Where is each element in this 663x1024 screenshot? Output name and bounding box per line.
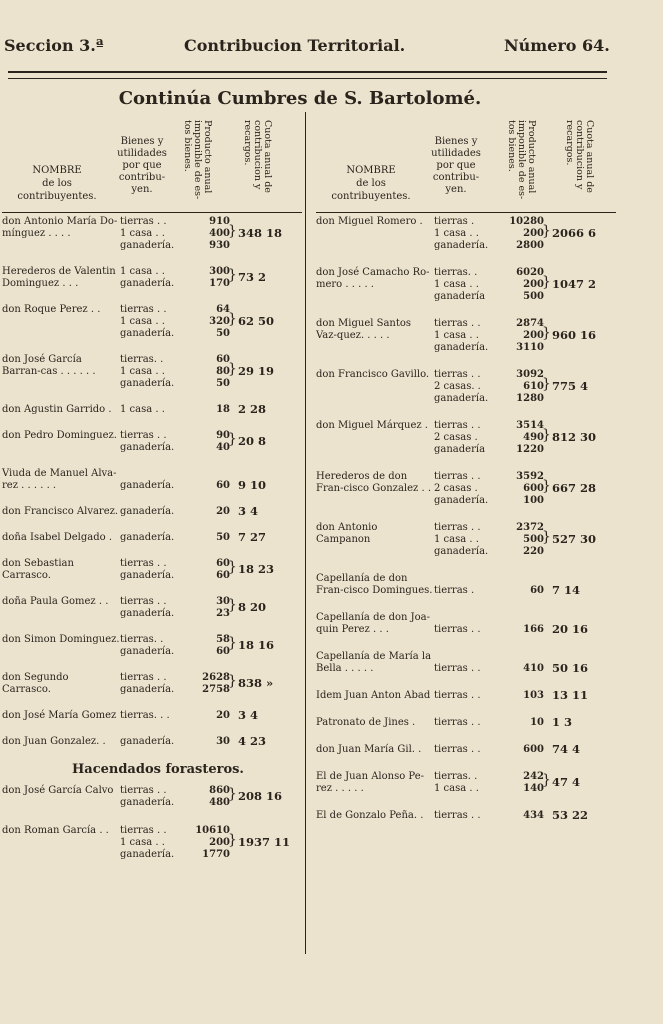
- asset-label: 1 casa . .: [434, 279, 479, 290]
- asset-value: 2628: [202, 672, 230, 683]
- asset-label: tierras . .: [434, 624, 481, 635]
- asset-value: 320: [209, 316, 230, 327]
- asset-label: 1 casa . .: [120, 366, 165, 377]
- asset-label: 2 casas .: [434, 432, 478, 443]
- asset-value: 410: [523, 663, 544, 674]
- tax-amount: 18 16: [238, 638, 275, 652]
- asset-label: ganadería.: [434, 240, 489, 251]
- asset-label: tierras . .: [434, 369, 481, 380]
- tax-amount: 527 30: [552, 532, 597, 546]
- tax-amount: 47 4: [552, 775, 581, 789]
- ledger-entry: [316, 267, 616, 303]
- asset-label: ganadería.: [120, 480, 175, 491]
- tax-amount: 2 28: [238, 402, 267, 416]
- asset-label: ganadería.: [120, 328, 175, 339]
- tax-amount: 1 3: [552, 715, 573, 729]
- contributor-name: Herederos de Valentin Dominguez . . .: [2, 266, 116, 289]
- ledger-entry: [316, 771, 616, 795]
- asset-label: tierras . .: [120, 596, 167, 607]
- asset-value: 3110: [516, 342, 544, 353]
- asset-label: ganadería.: [120, 378, 175, 389]
- tax-amount: 62 50: [238, 314, 275, 328]
- ledger-entry: [2, 558, 302, 582]
- contributor-name: Idem Juan Anton Abad: [316, 690, 431, 701]
- asset-value: 3592: [516, 471, 544, 482]
- asset-value: 50: [216, 378, 230, 389]
- asset-label: tierras. . .: [120, 710, 170, 721]
- asset-value: 60: [530, 585, 544, 596]
- asset-value: 300: [209, 266, 230, 277]
- asset-label: 1 casa . .: [120, 837, 165, 848]
- ledger-entry: [316, 216, 616, 252]
- contributor-name: don Antonio Campanon: [316, 522, 378, 545]
- asset-value: 58: [216, 634, 230, 645]
- asset-value: 10280: [509, 216, 544, 227]
- asset-label: tierras .: [434, 216, 475, 227]
- asset-value: 242: [523, 771, 544, 782]
- contributor-name: don Sebastian Carrasco.: [2, 558, 74, 581]
- tax-amount: 208 16: [238, 789, 283, 803]
- right-column: [316, 118, 616, 837]
- left-entries: [2, 216, 302, 748]
- brace-glyph: }: [542, 325, 551, 341]
- nombre-subheader-right: de los contribuyentes.: [331, 178, 411, 202]
- asset-value: 50: [216, 328, 230, 339]
- asset-label: tierras . .: [120, 430, 167, 441]
- brace-glyph: }: [228, 311, 237, 327]
- asset-value: 500: [523, 291, 544, 302]
- ledger-entry: [316, 612, 616, 636]
- tax-amount: 1047 2: [552, 277, 597, 291]
- contributor-name: doña Paula Gomez . .: [2, 596, 109, 607]
- asset-label: 1 casa . .: [434, 783, 479, 794]
- left-column: [2, 118, 302, 877]
- asset-value: 2874: [516, 318, 544, 329]
- tax-amount: 74 4: [552, 742, 581, 756]
- tax-amount: 812 30: [552, 430, 597, 444]
- asset-value: 140: [523, 783, 544, 794]
- asset-value: 60: [216, 354, 230, 365]
- tax-amount: 20 16: [552, 622, 589, 636]
- ledger-entry: [2, 825, 302, 861]
- asset-label: tierras . .: [434, 690, 481, 701]
- asset-value: 600: [523, 744, 544, 755]
- asset-value: 600: [523, 483, 544, 494]
- asset-value: 90: [216, 430, 230, 441]
- asset-label: ganadería.: [434, 393, 489, 404]
- ledger-entry: [316, 717, 616, 729]
- ledger-entry: [316, 744, 616, 756]
- tax-amount: 348 18: [238, 226, 283, 240]
- brace-glyph: }: [228, 267, 237, 283]
- cuota-header-right: Cuota anual de contribucion y recargos.: [564, 120, 595, 193]
- bienes-header-right: Bienes y utilidades por que contribu-yen.: [431, 136, 481, 195]
- asset-value: 2758: [202, 684, 230, 695]
- contributor-name: don Agustin Garrido .: [2, 404, 112, 415]
- brace-glyph: }: [228, 786, 237, 802]
- asset-label: tierras . .: [120, 825, 167, 836]
- contributor-name: Capellanía de María la Bella . . . . .: [316, 651, 432, 674]
- brace-glyph: }: [228, 559, 237, 575]
- ledger-entry: [316, 318, 616, 354]
- asset-label: 1 casa . .: [120, 404, 165, 415]
- tax-amount: 838 »: [238, 676, 274, 690]
- contributor-name: El de Gonzalo Peña. .: [316, 810, 424, 821]
- asset-value: 3092: [516, 369, 544, 380]
- asset-value: 60: [216, 480, 230, 491]
- left-column-header: [2, 118, 302, 216]
- tax-amount: 50 16: [552, 661, 589, 675]
- asset-label: ganadería.: [434, 342, 489, 353]
- asset-value: 200: [523, 228, 544, 239]
- ledger-entry: [316, 420, 616, 456]
- contributor-name: don Simon Dominguez.: [2, 634, 120, 645]
- contributor-name: don Segundo Carrasco.: [2, 672, 69, 695]
- brace-glyph: }: [542, 376, 551, 392]
- asset-label: tierras .: [434, 585, 475, 596]
- contributor-name: don Pedro Dominguez.: [2, 430, 117, 441]
- asset-value: 2372: [516, 522, 544, 533]
- asset-label: ganadería: [434, 444, 486, 455]
- asset-label: tierras . .: [434, 471, 481, 482]
- tax-amount: 13 11: [552, 688, 589, 702]
- asset-label: ganadería.: [434, 546, 489, 557]
- brace-glyph: }: [228, 597, 237, 613]
- ledger-entry: [2, 468, 302, 492]
- tax-amount: 3 4: [238, 708, 259, 722]
- tax-amount: 2066 6: [552, 226, 597, 240]
- contributor-name: don Miguel Santos Vaz-quez. . . . .: [316, 318, 412, 341]
- asset-label: 1 casa . .: [434, 534, 479, 545]
- asset-label: 2 casas. .: [434, 381, 481, 392]
- ledger-entry: [2, 506, 302, 518]
- asset-label: tierras . .: [434, 522, 481, 533]
- contributor-name: don Francisco Gavillo.: [316, 369, 430, 380]
- contributor-name: don Antonio María Do-mínguez . . . .: [2, 216, 118, 239]
- asset-label: tierras . .: [120, 785, 167, 796]
- asset-label: ganadería.: [120, 797, 175, 808]
- page-title: Continúa Cumbres de S. Bartolomé.: [118, 88, 482, 109]
- asset-value: 610: [523, 381, 544, 392]
- producto-header: Producto anual imponible de es-tos bienes.: [182, 120, 213, 200]
- asset-value: 2800: [516, 240, 544, 251]
- ledger-entry: [2, 404, 302, 416]
- ledger-entry: [2, 304, 302, 340]
- asset-value: 20: [216, 710, 230, 721]
- right-entries: [316, 216, 616, 822]
- asset-label: ganadería.: [120, 240, 175, 251]
- brace-glyph: }: [542, 478, 551, 494]
- ledger-entry: [316, 573, 616, 597]
- asset-label: ganadería.: [120, 646, 175, 657]
- asset-value: 220: [523, 546, 544, 557]
- asset-label: 1 casa . .: [434, 330, 479, 341]
- contributor-name: Capellanía de don Joa-quin Perez . . .: [316, 612, 430, 635]
- asset-label: tierras. .: [120, 634, 164, 645]
- page-number: Número 64.: [504, 36, 610, 55]
- asset-value: 434: [523, 810, 544, 821]
- asset-label: ganadería: [434, 291, 486, 302]
- contributor-name: Herederos de don Fran-cisco Gonzalez . .: [316, 471, 432, 494]
- asset-label: 2 casas .: [434, 483, 478, 494]
- asset-label: tierras . .: [120, 304, 167, 315]
- asset-value: 60: [216, 570, 230, 581]
- asset-label: tierras. .: [120, 354, 164, 365]
- tax-amount: 960 16: [552, 328, 597, 342]
- ledger-entry: [316, 471, 616, 507]
- contributor-name: Patronato de Jines .: [316, 717, 416, 728]
- contributor-name: don Roque Perez . .: [2, 304, 101, 315]
- nombre-subheader: de los contribuyentes.: [17, 178, 97, 202]
- asset-value: 166: [523, 624, 544, 635]
- asset-value: 500: [523, 534, 544, 545]
- page-header: [4, 36, 613, 58]
- contributor-name: El de Juan Alonso Pe-rez . . . . .: [316, 771, 424, 794]
- asset-value: 1280: [516, 393, 544, 404]
- asset-value: 40: [216, 442, 230, 453]
- column-divider: [305, 112, 306, 954]
- asset-value: 10: [530, 717, 544, 728]
- asset-label: tierras . .: [120, 558, 167, 569]
- tax-amount: 20 8: [238, 434, 267, 448]
- asset-value: 3514: [516, 420, 544, 431]
- producto-header-right: Producto anual imponible de es-tos bienes.: [506, 120, 537, 200]
- asset-label: tierras . .: [120, 672, 167, 683]
- contributor-name: Viuda de Manuel Alva-rez . . . . . .: [2, 468, 117, 491]
- forasteros-title: Hacendados forasteros.: [72, 762, 244, 777]
- brace-glyph: }: [228, 635, 237, 651]
- asset-label: ganadería.: [120, 849, 175, 860]
- asset-value: 1220: [516, 444, 544, 455]
- brace-glyph: }: [228, 361, 237, 377]
- ledger-entry: [2, 532, 302, 544]
- contributor-name: Capellanía de don Fran-cisco Domingues.: [316, 573, 433, 596]
- asset-value: 80: [216, 366, 230, 377]
- asset-label: tierras . .: [434, 810, 481, 821]
- asset-value: 60: [216, 646, 230, 657]
- asset-label: 1 casa . .: [120, 228, 165, 239]
- asset-value: 910: [209, 216, 230, 227]
- asset-value: 30: [216, 736, 230, 747]
- asset-value: 30: [216, 596, 230, 607]
- asset-label: ganadería.: [120, 608, 175, 619]
- asset-value: 200: [523, 330, 544, 341]
- section-label: Seccion 3.ª: [4, 36, 104, 55]
- cuota-header: Cuota anual de contribucion y recargos.: [242, 120, 273, 193]
- brace-glyph: }: [228, 832, 237, 848]
- contributor-name: don José María Gomez: [2, 710, 117, 721]
- asset-label: ganadería.: [120, 570, 175, 581]
- ledger-entry: [2, 710, 302, 722]
- tax-amount: 667 28: [552, 481, 597, 495]
- ledger-entry: [316, 522, 616, 558]
- contributor-name: don Francisco Alvarez.: [2, 506, 119, 517]
- header-rule-thick: [8, 71, 607, 73]
- brace-glyph: }: [542, 772, 551, 788]
- asset-value: 1770: [202, 849, 230, 860]
- ledger-entry: [2, 736, 302, 748]
- asset-value: 103: [523, 690, 544, 701]
- asset-value: 860: [209, 785, 230, 796]
- asset-label: 1 casa . .: [120, 266, 165, 277]
- tax-amount: 29 19: [238, 364, 275, 378]
- ledger-entry: [2, 785, 302, 809]
- ledger-entry: [316, 690, 616, 702]
- ledger-entry: [2, 216, 302, 252]
- ledger-entry: [2, 430, 302, 454]
- asset-label: ganadería.: [120, 506, 175, 517]
- right-column-header: [316, 118, 616, 216]
- asset-label: ganadería.: [434, 495, 489, 506]
- asset-label: tierras . .: [120, 216, 167, 227]
- asset-label: tierras . .: [434, 318, 481, 329]
- asset-value: 400: [209, 228, 230, 239]
- contributor-name: don José García Barran-cas . . . . . .: [2, 354, 96, 377]
- asset-label: 1 casa . .: [120, 316, 165, 327]
- asset-value: 170: [209, 278, 230, 289]
- asset-value: 10610: [195, 825, 230, 836]
- contributor-name: don José García Calvo: [2, 785, 114, 796]
- asset-value: 50: [216, 532, 230, 543]
- ledger-entry: [2, 672, 302, 696]
- asset-label: tierras . .: [434, 663, 481, 674]
- asset-label: tierras . .: [434, 744, 481, 755]
- asset-label: ganadería.: [120, 442, 175, 453]
- tax-amount: 3 4: [238, 504, 259, 518]
- tax-amount: 7 14: [552, 583, 581, 597]
- ledger-entry: [2, 596, 302, 620]
- tax-amount: 775 4: [552, 379, 589, 393]
- asset-value: 18: [216, 404, 230, 415]
- brace-glyph: }: [228, 223, 237, 239]
- asset-value: 6020: [516, 267, 544, 278]
- asset-value: 64: [216, 304, 230, 315]
- tax-amount: 4 23: [238, 734, 267, 748]
- ledger-entry: [316, 651, 616, 675]
- asset-value: 490: [523, 432, 544, 443]
- asset-value: 930: [209, 240, 230, 251]
- asset-label: ganadería.: [120, 684, 175, 695]
- brace-glyph: }: [542, 427, 551, 443]
- asset-value: 60: [216, 558, 230, 569]
- asset-label: tierras . .: [434, 420, 481, 431]
- ledger-entry: [2, 634, 302, 658]
- contributor-name: don Juan Gonzalez. .: [2, 736, 106, 747]
- nombre-header: NOMBRE: [32, 165, 82, 176]
- ledger-entry: [2, 266, 302, 290]
- nombre-header-right: NOMBRE: [346, 165, 396, 176]
- brace-glyph: }: [542, 274, 551, 290]
- asset-value: 23: [216, 608, 230, 619]
- brace-glyph: }: [542, 223, 551, 239]
- brace-glyph: }: [228, 673, 237, 689]
- asset-label: tierras . .: [434, 717, 481, 728]
- asset-label: ganadería.: [120, 532, 175, 543]
- contributor-name: don Miguel Romero .: [316, 216, 423, 227]
- contributor-name: don Roman García . .: [2, 825, 109, 836]
- contributor-name: don José Camacho Ro-mero . . . . .: [316, 267, 430, 290]
- asset-label: tierras. .: [434, 771, 478, 782]
- tax-amount: 73 2: [238, 270, 267, 284]
- contributor-name: don Juan María Gil. .: [316, 744, 422, 755]
- asset-label: 1 casa . .: [434, 228, 479, 239]
- asset-label: tierras. .: [434, 267, 478, 278]
- asset-value: 20: [216, 506, 230, 517]
- bienes-header: Bienes y utilidades por que contribu-yen.: [117, 136, 167, 195]
- header-rule-thin: [8, 78, 607, 79]
- ledger-entry: [316, 810, 616, 822]
- brace-glyph: }: [228, 431, 237, 447]
- tax-amount: 53 22: [552, 808, 589, 822]
- asset-label: ganadería.: [120, 736, 175, 747]
- tax-amount: 8 20: [238, 600, 267, 614]
- asset-value: 200: [523, 279, 544, 290]
- asset-value: 100: [523, 495, 544, 506]
- tax-amount: 1937 11: [238, 835, 291, 849]
- brace-glyph: }: [542, 529, 551, 545]
- forasteros-entries: [2, 785, 302, 861]
- contributor-name: doña Isabel Delgado .: [2, 532, 113, 543]
- contributor-name: don Miguel Márquez .: [316, 420, 428, 431]
- tax-amount: 18 23: [238, 562, 275, 576]
- asset-value: 480: [209, 797, 230, 808]
- asset-label: ganadería.: [120, 278, 175, 289]
- asset-value: 200: [209, 837, 230, 848]
- ledger-entry: [316, 369, 616, 405]
- tax-amount: 9 10: [238, 478, 267, 492]
- ledger-entry: [2, 354, 302, 390]
- header-title: Contribucion Territorial.: [184, 36, 406, 55]
- tax-amount: 7 27: [238, 530, 267, 544]
